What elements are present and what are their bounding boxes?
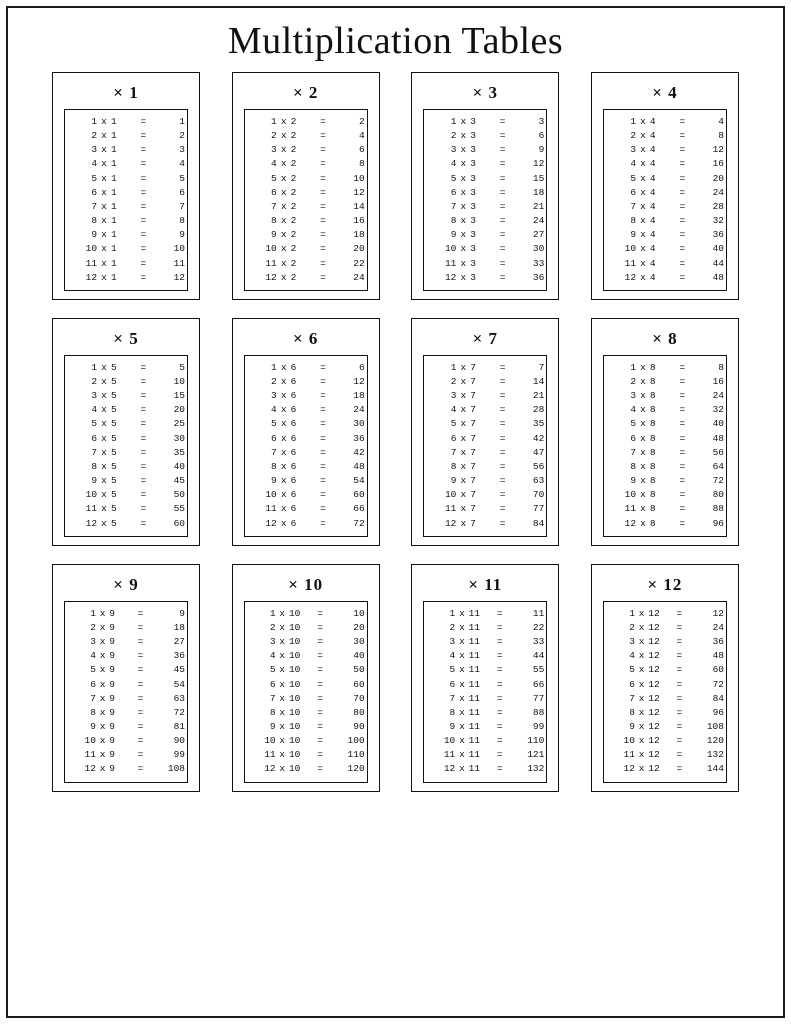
table-row: 9 x 4 = 36 <box>630 229 724 241</box>
table-row: 8 x 2 = 16 <box>271 215 365 227</box>
table-row: 8 x 4 = 32 <box>630 215 724 227</box>
table-row: 10 x 10 = 100 <box>264 735 365 747</box>
table-card-1 <box>52 72 200 300</box>
table-row: 2 x 10 = 20 <box>269 621 365 633</box>
table-row: 10 x 12 = 120 <box>623 735 724 747</box>
table-row: 11 x 4 = 44 <box>624 257 724 269</box>
table-box <box>423 109 547 291</box>
table-box <box>423 355 547 537</box>
table-row: 5 x 10 = 50 <box>269 664 365 676</box>
table-row: 6 x 8 = 48 <box>630 432 724 444</box>
table-row: 2 x 5 = 10 <box>91 376 185 388</box>
table-row: 1 x 12 = 12 <box>629 607 724 619</box>
table-row: 2 x 6 = 12 <box>271 376 365 388</box>
multiplication-table <box>247 607 365 777</box>
multiplication-table <box>247 115 365 285</box>
table-row: 6 x 12 = 72 <box>629 678 724 690</box>
table-card-4 <box>591 72 739 300</box>
table-box <box>244 601 368 783</box>
table-row: 2 x 3 = 6 <box>450 130 545 142</box>
table-row: 4 x 7 = 28 <box>450 404 545 416</box>
table-row: 2 x 1 = 2 <box>91 130 185 142</box>
table-row: 4 x 5 = 20 <box>91 404 185 416</box>
table-row: 10 x 9 = 90 <box>84 735 185 747</box>
table-row: 4 x 10 = 40 <box>269 650 365 662</box>
table-row: 7 x 12 = 84 <box>629 692 724 704</box>
table-box <box>603 109 727 291</box>
table-row: 7 x 3 = 21 <box>450 200 545 212</box>
table-row: 3 x 8 = 24 <box>630 390 724 402</box>
table-row: 12 x 12 = 144 <box>623 763 724 775</box>
multiplication-table <box>606 115 724 285</box>
table-row: 2 x 4 = 8 <box>630 130 724 142</box>
table-card-9 <box>52 564 200 792</box>
table-row: 2 x 11 = 22 <box>449 621 545 633</box>
table-row: 2 x 7 = 14 <box>450 376 545 388</box>
table-row: 5 x 5 = 25 <box>91 418 185 430</box>
table-heading: × 8 <box>652 328 678 348</box>
table-row: 5 x 1 = 5 <box>91 172 185 184</box>
table-heading: × 2 <box>292 82 319 102</box>
table-row: 2 x 9 = 18 <box>90 621 185 633</box>
table-row: 12 x 10 = 120 <box>264 763 365 775</box>
multiplication-table <box>426 115 544 285</box>
table-row: 4 x 4 = 16 <box>630 158 724 170</box>
table-row: 11 x 12 = 132 <box>623 749 724 761</box>
table-row: 3 x 6 = 18 <box>271 390 365 402</box>
table-row: 9 x 3 = 27 <box>450 229 545 241</box>
table-box <box>423 601 547 783</box>
table-row: 8 x 12 = 96 <box>629 706 724 718</box>
table-row: 6 x 4 = 24 <box>630 186 724 198</box>
table-row: 7 x 6 = 42 <box>271 446 365 458</box>
table-row: 6 x 2 = 12 <box>271 186 365 198</box>
table-row: 5 x 3 = 15 <box>450 172 545 184</box>
table-row: 10 x 11 = 110 <box>443 735 545 747</box>
table-row: 10 x 6 = 60 <box>265 489 365 501</box>
table-row: 5 x 6 = 30 <box>271 418 365 430</box>
table-row: 6 x 3 = 18 <box>450 186 545 198</box>
table-row: 11 x 10 = 110 <box>264 749 365 761</box>
table-row: 5 x 9 = 45 <box>90 664 185 676</box>
table-row: 4 x 8 = 32 <box>630 404 724 416</box>
multiplication-table <box>67 607 185 777</box>
table-row: 6 x 6 = 36 <box>271 432 365 444</box>
table-card-8 <box>591 318 739 546</box>
table-row: 9 x 6 = 54 <box>271 475 365 487</box>
table-row: 8 x 3 = 24 <box>450 215 545 227</box>
tables-row <box>52 72 739 300</box>
table-row: 9 x 9 = 81 <box>90 720 185 732</box>
table-card-11 <box>411 564 559 792</box>
table-card-5 <box>52 318 200 546</box>
table-row: 11 x 8 = 88 <box>624 503 724 515</box>
table-row: 12 x 5 = 60 <box>85 517 185 529</box>
table-row: 5 x 11 = 55 <box>449 664 545 676</box>
table-box <box>64 355 188 537</box>
table-row: 1 x 3 = 3 <box>450 115 545 127</box>
table-row: 5 x 2 = 10 <box>271 172 365 184</box>
table-card-3 <box>411 72 559 300</box>
table-row: 10 x 5 = 50 <box>85 489 185 501</box>
multiplication-table <box>67 361 185 531</box>
table-row: 9 x 12 = 108 <box>629 720 724 732</box>
table-card-7 <box>411 318 559 546</box>
table-row: 5 x 4 = 20 <box>630 172 724 184</box>
table-row: 11 x 7 = 77 <box>444 503 545 515</box>
table-box <box>64 601 188 783</box>
tables-row <box>52 318 739 546</box>
table-row: 1 x 4 = 4 <box>630 115 724 127</box>
table-row: 6 x 11 = 66 <box>449 678 545 690</box>
table-row: 1 x 5 = 5 <box>91 361 185 373</box>
table-heading: × 7 <box>472 328 499 348</box>
table-row: 11 x 2 = 22 <box>265 257 365 269</box>
table-heading: × 1 <box>113 82 139 102</box>
table-row: 3 x 5 = 15 <box>91 390 185 402</box>
table-row: 6 x 5 = 30 <box>91 432 185 444</box>
table-row: 11 x 3 = 33 <box>444 257 545 269</box>
table-row: 4 x 6 = 24 <box>271 404 365 416</box>
table-row: 8 x 6 = 48 <box>271 460 365 472</box>
table-row: 6 x 7 = 42 <box>450 432 545 444</box>
table-heading: × 10 <box>288 574 324 594</box>
table-row: 10 x 4 = 40 <box>624 243 724 255</box>
table-row: 3 x 11 = 33 <box>449 636 545 648</box>
table-card-12 <box>591 564 739 792</box>
table-row: 4 x 12 = 48 <box>629 650 724 662</box>
table-row: 3 x 12 = 36 <box>629 636 724 648</box>
table-row: 1 x 9 = 9 <box>90 607 185 619</box>
table-box <box>244 355 368 537</box>
table-row: 1 x 6 = 6 <box>271 361 365 373</box>
table-row: 3 x 1 = 3 <box>91 144 185 156</box>
table-row: 2 x 12 = 24 <box>629 621 724 633</box>
table-row: 1 x 2 = 2 <box>271 115 365 127</box>
table-row: 6 x 9 = 54 <box>90 678 185 690</box>
table-row: 10 x 7 = 70 <box>444 489 545 501</box>
table-row: 5 x 12 = 60 <box>629 664 724 676</box>
table-row: 3 x 2 = 6 <box>271 144 365 156</box>
table-row: 9 x 2 = 18 <box>271 229 365 241</box>
table-heading: × 12 <box>647 574 683 594</box>
table-row: 8 x 1 = 8 <box>91 215 185 227</box>
table-row: 1 x 10 = 10 <box>269 607 365 619</box>
table-row: 12 x 1 = 12 <box>85 271 185 283</box>
table-row: 7 x 5 = 35 <box>91 446 185 458</box>
table-box <box>64 109 188 291</box>
tables-row <box>52 564 739 792</box>
multiplication-table <box>426 361 544 531</box>
table-row: 9 x 11 = 99 <box>449 720 545 732</box>
multiplication-table <box>247 361 365 531</box>
table-row: 12 x 2 = 24 <box>265 271 365 283</box>
table-row: 4 x 11 = 44 <box>449 650 545 662</box>
table-row: 7 x 1 = 7 <box>91 200 185 212</box>
table-row: 11 x 1 = 11 <box>85 257 185 269</box>
table-row: 2 x 2 = 4 <box>271 130 365 142</box>
table-row: 4 x 9 = 36 <box>90 650 185 662</box>
table-row: 8 x 7 = 56 <box>450 460 545 472</box>
multiplication-table <box>67 115 185 285</box>
table-row: 10 x 2 = 20 <box>265 243 365 255</box>
table-row: 3 x 10 = 30 <box>269 636 365 648</box>
table-row: 3 x 7 = 21 <box>450 390 545 402</box>
table-card-2 <box>232 72 380 300</box>
table-row: 9 x 5 = 45 <box>91 475 185 487</box>
table-heading: × 11 <box>468 574 503 594</box>
table-row: 8 x 5 = 40 <box>91 460 185 472</box>
table-card-6 <box>232 318 380 546</box>
table-row: 3 x 4 = 12 <box>630 144 724 156</box>
table-row: 12 x 9 = 108 <box>84 763 185 775</box>
table-row: 8 x 9 = 72 <box>90 706 185 718</box>
table-row: 7 x 2 = 14 <box>271 200 365 212</box>
table-box <box>603 355 727 537</box>
table-row: 12 x 8 = 96 <box>624 517 724 529</box>
table-row: 9 x 1 = 9 <box>91 229 185 241</box>
table-row: 5 x 7 = 35 <box>450 418 545 430</box>
table-heading: × 3 <box>472 82 499 102</box>
table-box <box>603 601 727 783</box>
table-row: 10 x 1 = 10 <box>85 243 185 255</box>
table-row: 11 x 5 = 55 <box>85 503 185 515</box>
table-row: 8 x 8 = 64 <box>630 460 724 472</box>
table-row: 7 x 4 = 28 <box>630 200 724 212</box>
table-heading: × 6 <box>292 328 319 348</box>
table-box <box>244 109 368 291</box>
table-row: 2 x 8 = 16 <box>630 376 724 388</box>
table-row: 1 x 7 = 7 <box>450 361 545 373</box>
table-row: 12 x 4 = 48 <box>624 271 724 283</box>
table-row: 10 x 8 = 80 <box>624 489 724 501</box>
table-row: 12 x 11 = 132 <box>443 763 545 775</box>
multiplication-table <box>606 361 724 531</box>
table-row: 3 x 3 = 9 <box>450 144 545 156</box>
table-row: 8 x 10 = 80 <box>269 706 365 718</box>
table-row: 7 x 9 = 63 <box>90 692 185 704</box>
table-heading: × 4 <box>652 82 678 102</box>
table-row: 7 x 8 = 56 <box>630 446 724 458</box>
table-row: 9 x 7 = 63 <box>450 475 545 487</box>
table-row: 9 x 8 = 72 <box>630 475 724 487</box>
table-heading: × 5 <box>113 328 139 348</box>
page-title: Multiplication Tables <box>227 20 564 62</box>
table-row: 6 x 10 = 60 <box>269 678 365 690</box>
table-row: 12 x 3 = 36 <box>444 271 545 283</box>
table-row: 3 x 9 = 27 <box>90 636 185 648</box>
table-row: 1 x 8 = 8 <box>630 361 724 373</box>
table-row: 7 x 10 = 70 <box>269 692 365 704</box>
table-row: 4 x 3 = 12 <box>450 158 545 170</box>
tables-grid <box>28 72 763 810</box>
table-row: 4 x 2 = 8 <box>271 158 365 170</box>
table-row: 1 x 1 = 1 <box>91 115 185 127</box>
table-row: 1 x 11 = 11 <box>449 607 545 619</box>
table-row: 4 x 1 = 4 <box>91 158 185 170</box>
multiplication-table <box>606 607 724 777</box>
table-heading: × 9 <box>113 574 139 594</box>
table-row: 9 x 10 = 90 <box>269 720 365 732</box>
table-row: 7 x 7 = 47 <box>450 446 545 458</box>
table-row: 5 x 8 = 40 <box>630 418 724 430</box>
table-row: 11 x 11 = 121 <box>443 749 545 761</box>
table-row: 8 x 11 = 88 <box>449 706 545 718</box>
table-card-10 <box>232 564 380 792</box>
table-row: 12 x 6 = 72 <box>265 517 365 529</box>
table-row: 12 x 7 = 84 <box>444 517 545 529</box>
table-row: 11 x 9 = 99 <box>84 749 185 761</box>
table-row: 6 x 1 = 6 <box>91 186 185 198</box>
table-row: 10 x 3 = 30 <box>444 243 545 255</box>
table-row: 11 x 6 = 66 <box>265 503 365 515</box>
multiplication-table <box>426 607 544 777</box>
table-row: 7 x 11 = 77 <box>449 692 545 704</box>
